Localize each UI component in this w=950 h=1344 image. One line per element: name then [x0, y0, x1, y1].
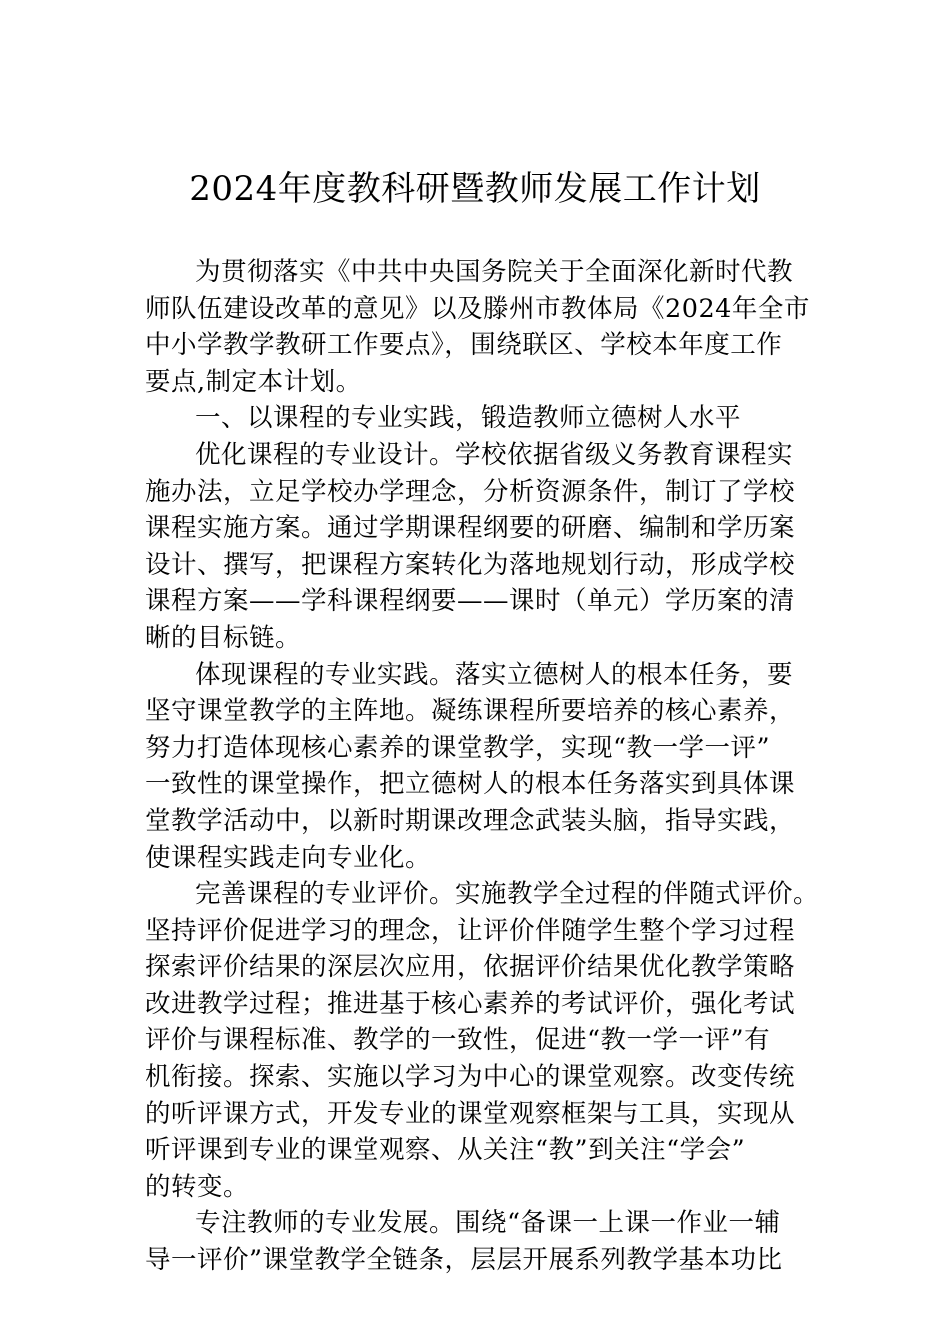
- text-line: 使课程实践走向专业化。: [145, 842, 432, 873]
- text-line: 完善课程的专业评价。实施教学全过程的伴随式评价。: [195, 879, 820, 910]
- text-line: 中小学教学教研工作要点》，围绕联区、学校本年度工作: [145, 330, 783, 361]
- text-line: 一致性的课堂操作，把立德树人的根本任务落实到具体课: [145, 769, 796, 800]
- text-line: 设计、撰写，把课程方案转化为落地规划行动，形成学校: [145, 549, 796, 580]
- text-line: 一、以课程的专业实践，锻造教师立德树人水平: [195, 403, 742, 434]
- text-line: 探索评价结果的深层次应用，依据评价结果优化教学策略: [145, 952, 796, 983]
- text-line: 坚守课堂教学的主阵地。凝练课程所要培养的核心素养，: [145, 696, 796, 727]
- text-line: 改进教学过程；推进基于核心素养的考试评价，强化考试: [145, 988, 796, 1019]
- text-line: 为贯彻落实《中共中央国务院关于全面深化新时代教: [195, 257, 794, 287]
- text-line: 要点,制定本计划。: [145, 366, 362, 397]
- text-line: 师队伍建设改革的意见》以及滕州市教体局《2024年全市: [145, 293, 810, 324]
- text-line: 的转变。: [145, 1171, 250, 1202]
- text-line: 课程实施方案。通过学期课程纲要的研磨、编制和学历案: [145, 513, 796, 544]
- text-line: 专注教师的专业发展。围绕“备课一上课一作业一辅: [195, 1208, 781, 1239]
- text-line: 努力打造体现核心素养的课堂教学，实现“教一学一评”: [145, 732, 771, 763]
- text-line: 导一评价”课堂教学全链条，层层开展系列教学基本功比: [145, 1245, 783, 1276]
- text-line: 体现课程的专业实践。落实立德树人的根本任务，要: [195, 659, 794, 690]
- text-line: 施办法，立足学校办学理念，分析资源条件，制订了学校: [145, 476, 796, 507]
- document-body: [145, 254, 825, 1279]
- text-line: 课程方案——学科课程纲要——课时（单元）学历案的清: [145, 586, 796, 617]
- text-line: 优化课程的专业设计。学校依据省级义务教育课程实: [195, 439, 794, 470]
- text-line: 听评课到专业的课堂观察、从关注“教”到关注“学会”: [145, 1135, 746, 1166]
- text-line: 机衔接。探索、实施以学习为中心的课堂观察。改变传统: [145, 1062, 796, 1093]
- text-line: 堂教学活动中，以新时期课改理念武装头脑，指导实践，: [145, 805, 796, 836]
- text-line: 的听评课方式，开发专业的课堂观察框架与工具，实现从: [145, 1098, 796, 1129]
- text-line: 评价与课程标准、教学的一致性，促进“教一学一评”有: [145, 1025, 771, 1056]
- document-title: 2024年度教科研暨教师发展工作计划: [189, 169, 761, 209]
- text-line: 晰的目标链。: [145, 622, 302, 653]
- text-line: 坚持评价促进学习的理念，让评价伴随学生整个学习过程: [145, 915, 796, 946]
